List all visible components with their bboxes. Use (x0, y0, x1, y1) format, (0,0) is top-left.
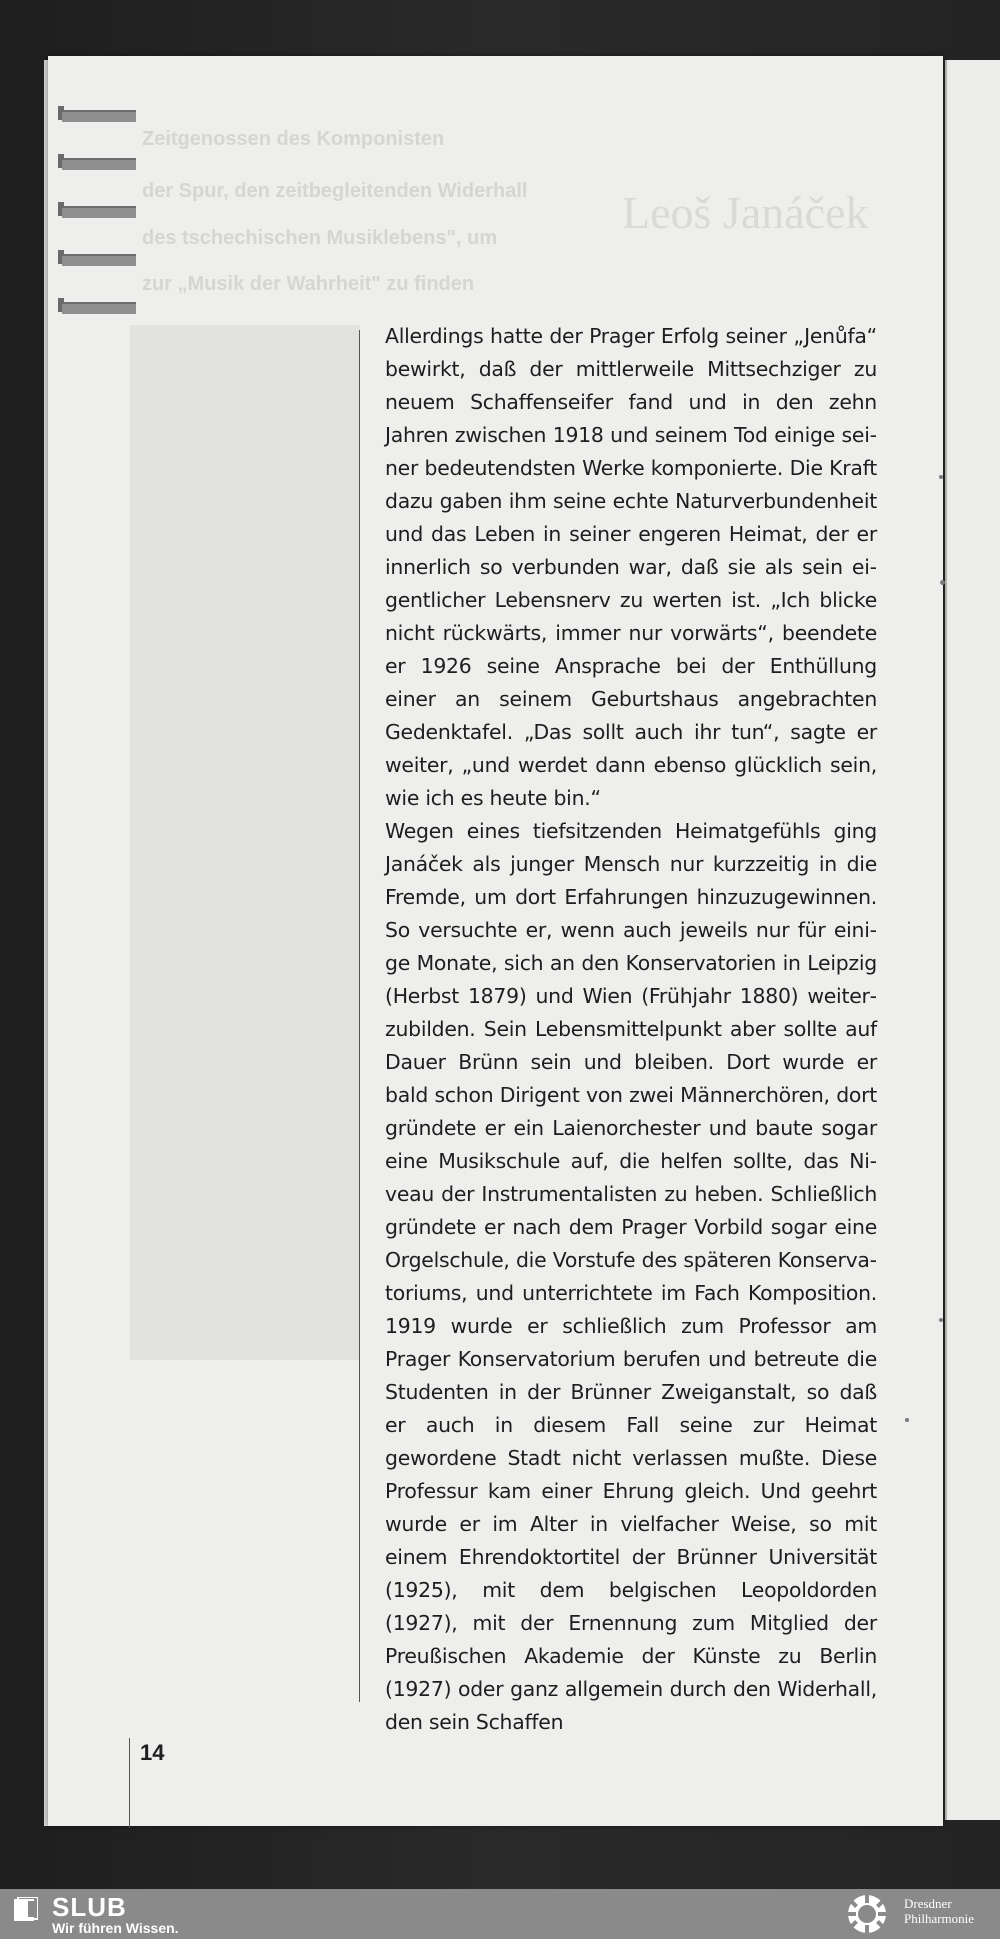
scan-dust (939, 1318, 943, 1322)
slub-logo-icon (14, 1897, 38, 1923)
scan-dust (940, 580, 945, 585)
show-through-line: der Spur, den zeitbegleitenden Widerhall (142, 180, 528, 202)
philharmonie-logo-icon (840, 1891, 894, 1937)
philharmonie-name-line: Dresdner (904, 1896, 952, 1911)
show-through-sidebar-box (130, 325, 360, 1360)
show-through-line: zur „Musik der Wahrheit" zu finden (142, 273, 475, 295)
slub-tagline: Wir führen Wissen. (52, 1920, 179, 1936)
footer-bar (0, 1889, 1000, 1939)
philharmonie-name-line: Philharmonie (904, 1911, 975, 1926)
paragraph: Wegen eines tiefsitzenden Heimatgefühls ging Janáček als junger Mensch nur kurzzeitig in die Fremde, um dort Erfahrungen hinzuzugewinnen. So versuchte er, wenn auch jeweils nur für einige Monate, sich an den Konservatorien in Leipzig (Herbst 1879) und Wien (Frühjahr 1880) weiterzubilden. Sein Lebensmittelpunkt aber sollte auf Dauer Brünn sein und bleiben. Dort wurde er bald schon Dirigent von zwei Männerchören, dort gründete er ein Laienorchester und baute sogar eine Musikschule auf, die helfen sollte, das Niveau der Instrumentalisten zu heben. Schließlich gründete er nach dem Prager Vorbild sogar eine Orgelschule, die Vorstufe des späteren Konservatoriums, und unterrichtete im Fach Komposition. 1919 wurde er schließlich zum Professor am Prager Konservatorium berufen und betreute die Studenten in der Brünner Zweiganstalt, so daß er auch in diesem Fall seine zur Heimat gewordene Stadt nicht verlassen mußte. Diese Professur kam einer Ehrung gleich. Und geehrt wurde er im Alter in vielfacher Weise, so mit einem Ehrendoktortitel der Brünner Universität (1925), mit dem belgischen Leopoldorden (1927), mit der Ernennung zum Mitglied der Preußischen Akademie der Künste zu Berlin (1927) oder ganz allgemein durch den Widerhall, den sein Schaffen (385, 819, 877, 1734)
scan-dust (905, 1418, 909, 1422)
page-number: 14 (140, 1740, 165, 1765)
scan-dust (939, 475, 943, 479)
slub-wordmark: SLUB (52, 1892, 127, 1922)
show-through-line: Zeitgenossen des Komponisten (142, 128, 445, 150)
column-divider-rule (359, 330, 360, 1702)
tab-mark (62, 254, 136, 266)
show-through-title: Leoš Janáček (622, 187, 869, 238)
paragraph: Allerdings hatte der Prager Erfolg seiner „Jenůfa“ bewirkt, daß der mittlerweile Mittsechziger zu neuem Schaffenseifer fand und in den zehn Jahren zwischen 1918 und seinem Tod einige seiner bedeutendsten Werke komponierte. Die Kraft dazu gaben ihm seine echte Naturverbundenheit und das Leben in seiner engeren Heimat, der er innerlich so verbunden war, daß sie als sein eigentlicher Lebensnerv zu werten ist. „Ich blicke nicht rückwärts, immer nur vorwärts“, beendete er 1926 seine Ansprache bei der Enthüllung einer an seinem Geburtshaus angebrachten Gedenktafel. „Das sollt auch ihr tun“, sagte er weiter, „und werdet dann ebenso glücklich sein, wie ich es heute bin.“ (385, 324, 877, 810)
show-through-line: des tschechischen Musiklebens", um (142, 227, 498, 249)
footer-rule (129, 1738, 130, 1828)
tab-mark (62, 158, 136, 170)
tab-mark (62, 110, 136, 122)
tab-mark (62, 302, 136, 314)
tab-mark (62, 206, 136, 218)
facing-page-edge (945, 60, 1000, 1820)
article-body (385, 320, 877, 1739)
philharmonie-name (904, 1896, 974, 1926)
